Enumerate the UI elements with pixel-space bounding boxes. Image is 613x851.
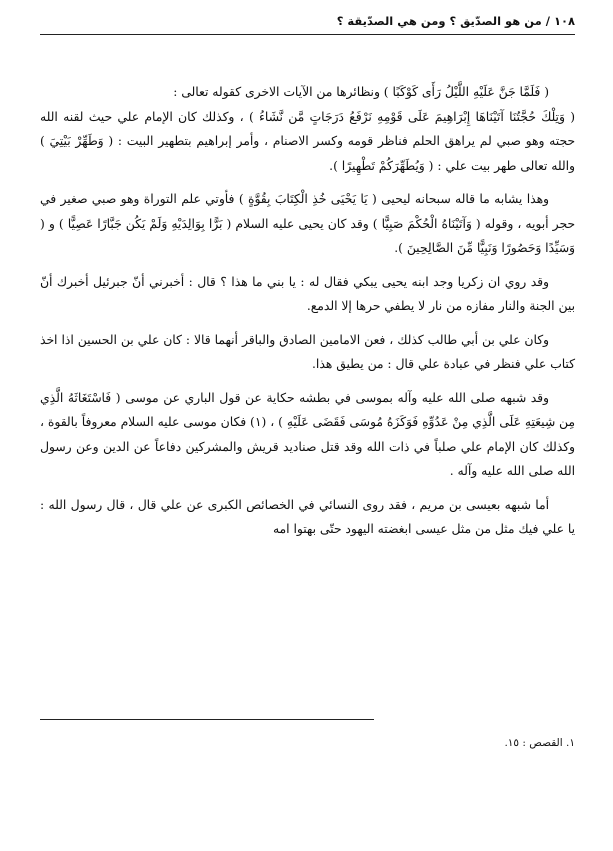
paragraph: وكان علي بن أبي طالب كذلك ، فعن الامامين الصادق والباقر أنهما قالا : كان علي بن الحسين اذا اخذ كتاب علي فنظر في عبادة علي قال : من يطيق هذا. — [40, 332, 575, 371]
paragraph: أما شبهه بعيسى بن مريم ، فقد روى النسائي في الخصائص الكبرى عن علي قال ، قال رسول الله : يا علي فيك مثل من مثل عيسى ابغضته اليهود حتّى بهتوا امه — [40, 497, 575, 536]
paragraph: وقد شبهه صلى الله عليه وآله بموسى في بطشه حكاية عن قول الباري عن موسى ( فَاسْتَغَاثَهُ الَّذِي مِن شِيعَتِهِ عَلَى الَّذِي مِنْ عَدُوِّهِ فَوَكَزَهُ مُوسَى فَقَضَى عَلَيْهِ ) ، (١) فكان موسى عليه السلام معروفاً بالقوة ، وكذلك كان الإمام علي صلباً في ذات الله وقد قتل صناديد قريش والمشركين دفاعاً عن الدين وعن رسول الله صلى الله عليه وآله . — [40, 390, 576, 478]
header-divider — [40, 34, 575, 35]
paragraph: ( فَلَمَّا جَنَّ عَلَيْهِ اللَّيْلُ رَأَى كَوْكَبًا ) ونظائرها من الآيات الاخرى كقوله تعالى : — [173, 85, 549, 99]
page-number: ١٠٨ — [553, 14, 575, 28]
page-header — [40, 14, 575, 28]
paragraph: ( وَتِلْكَ حُجَّتُنَا آتَيْنَاهَا إِبْرَاهِيمَ عَلَى قَوْمِهِ نَرْفَعُ دَرَجَاتٍ مَّن نَّشَاءُ ) ، وكذلك كان الإمام علي حيث لقنه الله حجته وهو صبي لم يراهق الحلم فناظر قومه وكسر الاصنام ، وأمر إبراهيم بتطهير البيت : ( وَطَهِّرْ بَيْتِيَ ) والله تعالى طهر بيت علي : ( وَيُطَهِّرَكُمْ تَطْهِيرًا ). — [40, 109, 575, 173]
paragraph: وهذا يشابه ما قاله سبحانه ليحيى ( يَا يَحْيَى خُذِ الْكِتَابَ بِقُوَّةٍ ) فأوتي علم التوراة وهو صبي صغير في حجر أبويه ، وقوله ( وَآتَيْنَاهُ الْحُكْمَ صَبِيًّا ) وقد كان يحيى عليه السلام ( بَرًّا بِوَالِدَيْهِ وَلَمْ يَكُن جَبَّارًا عَصِيًّا ) و ( وَسَيِّدًا وَحَصُورًا وَنَبِيًّا مِّنَ الصَّالِحِينَ ). — [40, 192, 575, 255]
page-title: / من هو الصدّيق ؟ ومن هي الصدّيقة ؟ — [336, 14, 550, 28]
footnote-divider — [40, 719, 374, 720]
footnote: ١. القصص : ١٥. — [504, 737, 575, 749]
page-body — [40, 80, 575, 542]
paragraph: وقد روي ان زكريا وجد ابنه يحيى يبكي فقال له : يا بني ما هذا ؟ قال : أخبرني أنّ جبرئيل أخبرك أنّ بين الجنة والنار مفازه من نار لا يطفي حرها إلا الدمع. — [40, 274, 575, 313]
